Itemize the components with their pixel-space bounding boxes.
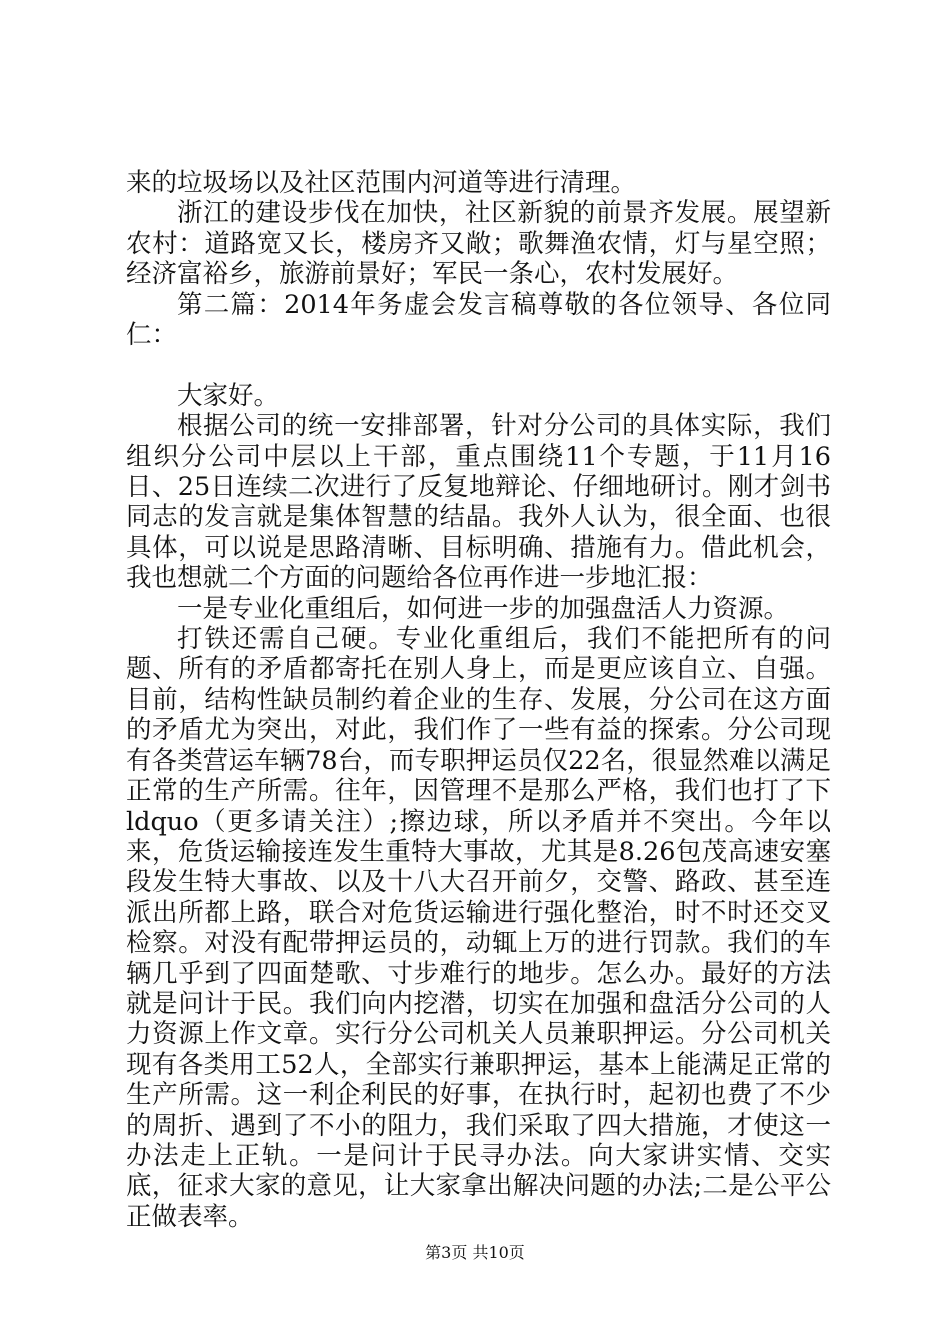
paragraph-point-one: 一是专业化重组后，如何进一步的加强盘活人力资源。 [177, 593, 790, 624]
paragraph-zhejiang: 浙江的建设步伐在加快，社区新貌的前景齐发展。展望新农村：道路宽又长，楼房齐又敞；歌舞渔农情，灯与星空照；经济富裕乡，旅游前景好；军民一条心，农村发展好。 [126, 198, 831, 290]
paragraph-continuation: 来的垃圾场以及社区范围内河道等进行清理。 [126, 168, 637, 198]
paragraph-greeting: 大家好。 [177, 380, 280, 411]
page-number: 第3页 共10页 [425, 1243, 525, 1262]
paragraph-section-heading: 第二篇：2014年务虚会发言稿尊敬的各位领导、各位同仁： [126, 289, 831, 351]
document-body [126, 168, 831, 1232]
paragraph-intro: 根据公司的统一安排部署，针对分公司的具体实际，我们组织分公司中层以上干部，重点围绕11个专题，于11月16日、25日连续二次进行了反复地辩论、仔细地研讨。刚才剑书同志的发言就是集体智慧的结晶。我外人认为，很全面、也很具体，可以说是思路清晰、目标明确、措施有力。借此机会，我也想就二个方面的问题给各位再作进一步地汇报： [126, 411, 831, 594]
page-footer [0, 1240, 950, 1263]
paragraph-main: 打铁还需自己硬。专业化重组后，我们不能把所有的问题、所有的矛盾都寄托在别人身上，而是更应该自立、自强。目前，结构性缺员制约着企业的生存、发展，分公司在这方面的矛盾尤为突出，对此，我们作了一些有益的探索。分公司现有各类营运车辆78台，而专职押运员仅22名，很显然难以满足正常的生产所需。往年，因管理不是那么严格，我们也打了下ldquo（更多请关注）;擦边球，所以矛盾并不突出。今年以来，危货运输接连发生重特大事故，尤其是8.26包茂高速安塞段发生特大事故、以及十八大召开前夕，交警、路政、甚至连派出所都上路，联合对危货运输进行强化整治，时不时还交叉检察。对没有配带押运员的，动辄上万的进行罚款。我们的车辆几乎到了四面楚歌、寸步难行的地步。怎么办。最好的方法就是问计于民。我们向内挖潜，切实在加强和盘活分公司的人力资源上作文章。实行分公司机关人员兼职押运。分公司机关现有各类用工52人，全部实行兼职押运，基本上能满足正常的生产所需。这一利企利民的好事，在执行时，起初也费了不少的周折、遇到了不小的阻力，我们采取了四大措施，才使这一办法走上正轨。一是问计于民寻办法。向大家讲实情、交实底，征求大家的意见，让大家拿出解决问题的办法;二是公平公正做表率。 [126, 624, 831, 1232]
